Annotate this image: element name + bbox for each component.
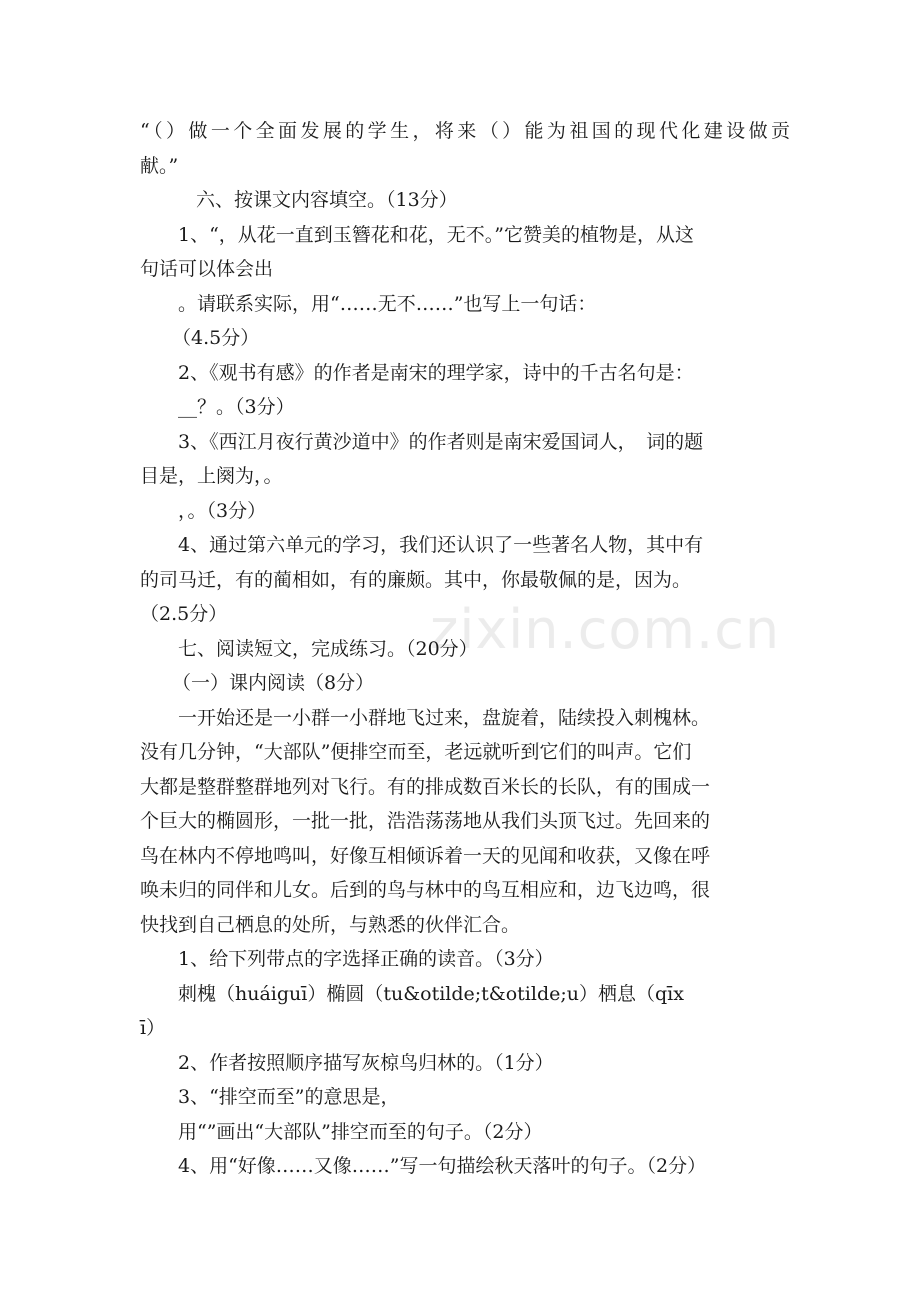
score-note: （2.5分） (140, 603, 228, 625)
text-line: ，。（3分） (178, 499, 267, 522)
question-line: 4、用“好像……又像……”写一句描绘秋天落叶的句子。（2分） (178, 1155, 707, 1177)
question-line: 3、“排空而至”的意思是， (178, 1086, 400, 1108)
text-line: 的司马迁，有的蔺相如，有的廉颇。其中，你最敬佩的是，因为。 (140, 568, 692, 591)
subsection-heading: （一）课内阅读（8分） (172, 672, 375, 694)
question-line: 用“”画出“大部队”排空而至的句子。（2分） (178, 1120, 543, 1143)
question-line: 1、“，从花一直到玉簪花和花，无不。”它赞美的植物是，从这 (178, 223, 695, 246)
question-line: 2、作者按照顺序描写灰椋鸟归林的。（1分） (178, 1051, 554, 1074)
text-line: __？。（3分） (178, 396, 295, 418)
question-line: 4、通过第六单元的学习，我们还认识了一些著名人物，其中有 (178, 534, 704, 556)
passage-line: 唤未归的同伴和儿女。后到的鸟与林中的鸟互相应和，边飞边鸣，很 (140, 879, 711, 901)
question-line: 3、《西江月夜行黄沙道中》的作者则是南宋爱国词人， 词的题 (178, 430, 704, 453)
passage-line: 一开始还是一小群一小群地飞过来，盘旋着，陆续投入刺槐林。 (178, 706, 711, 729)
text-line: 献。” (140, 154, 179, 177)
score-note: （4.5分） (172, 327, 260, 349)
text-line: 。请联系实际，用“……无不……”也写上一句话： (178, 292, 597, 315)
passage-line: 鸟在林内不停地鸣叫，好像互相倾诉着一天的见闻和收获，又像在呼 (140, 844, 711, 867)
question-line: 1、给下列带点的字选择正确的读音。（3分） (178, 948, 554, 970)
passage-line: 大都是整群整群地列对飞行。有的排成数百米长的长队，有的围成一 (140, 775, 711, 798)
section-heading: 七、阅读短文，完成练习。（20分） (178, 637, 478, 660)
text-line: 目是，上阕为，。 (140, 465, 283, 487)
pinyin-line: 刺槐（huáiguī）椭圆（tu&otilde;t&otilde;u）栖息（qīx (178, 982, 684, 1005)
text-line: “（）做一个全面发展的学生，将来（）能为祖国的现代化建设做贡 (140, 120, 790, 142)
question-line: 2、《观书有感》的作者是南宋的理学家，诗中的千古名句是： (178, 361, 694, 384)
text-line: 句话可以体会出 (140, 258, 274, 280)
pinyin-line: ī） (140, 1017, 166, 1039)
passage-line: 没有几分钟，“大部队”便排空而至，老远就听到它们的叫声。它们 (140, 741, 692, 763)
passage-line: 个巨大的椭圆形，一批一批，浩浩荡荡地从我们头顶飞过。先回来的 (140, 810, 711, 832)
section-heading: 六、按课文内容填空。（13分） (196, 189, 458, 211)
watermark: zixin.com.cn (430, 598, 781, 661)
document-body (140, 114, 790, 1184)
passage-line: 快找到自己栖息的处所，与熟悉的伙伴汇合。 (140, 913, 521, 936)
